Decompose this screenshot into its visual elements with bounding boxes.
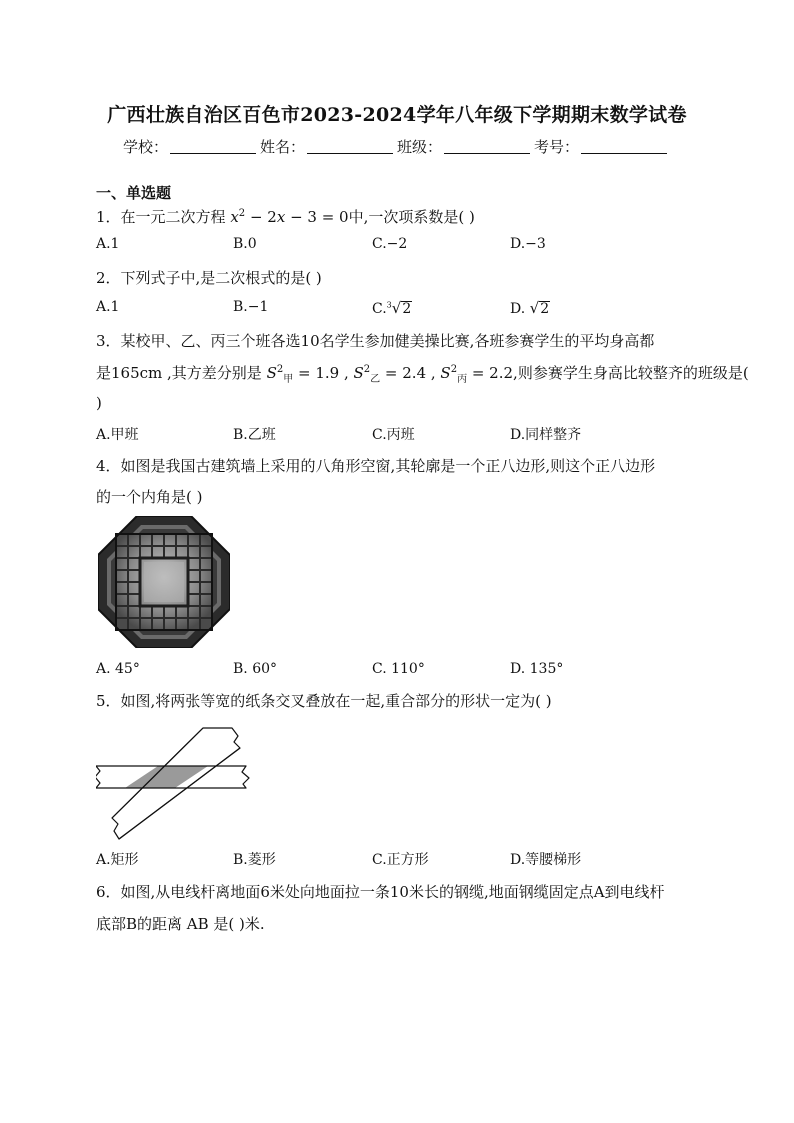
question-3-line-1: 3．某校甲、乙、丙三个班各选10名学生参加健美操比赛,各班参赛学生的平均身高都 <box>96 332 655 350</box>
student-info <box>0 136 794 157</box>
option-a[interactable]: A.1 <box>96 236 120 252</box>
page-title: 广西壮族自治区百色市2023-2024学年八年级下学期期末数学试卷 <box>107 104 687 126</box>
option-a[interactable]: A.甲班 <box>96 427 139 443</box>
option-d[interactable]: D.−3 <box>510 236 546 252</box>
question-2-options <box>96 299 656 319</box>
question-4-line-2: 的一个内角是( ) <box>96 488 203 506</box>
question-5-stem: 5．如图,将两张等宽的纸条交叉叠放在一起,重合部分的形状一定为( ) <box>96 692 552 710</box>
equation: $x^2 - 2x - 3 = 0$ <box>230 208 349 226</box>
option-d[interactable]: D.同样整齐 <box>510 427 582 443</box>
school-label: 学校： <box>122 138 168 156</box>
option-b[interactable]: B.乙班 <box>233 427 276 443</box>
option-a[interactable]: A.矩形 <box>96 852 139 868</box>
question-3-line-3: ) <box>96 394 102 412</box>
option-d[interactable]: D. √2 <box>510 299 550 317</box>
class-blank[interactable] <box>444 139 530 154</box>
option-a[interactable]: A. 45° <box>96 661 140 677</box>
question-3-options <box>96 424 656 444</box>
exam-no-label: 考号： <box>534 138 580 156</box>
option-c[interactable]: C.−2 <box>372 236 408 252</box>
octagon-window-figure <box>98 516 230 652</box>
question-6-line-2: 底部B的距离 AB 是( )米. <box>96 915 265 933</box>
option-b[interactable]: B.−1 <box>233 299 269 315</box>
variance-formula: $S^2_甲 = 1.9$ , $S^2_乙 = 2.4$ , $S^2_丙 = 2.2$ <box>266 364 514 385</box>
question-6-line-1: 6．如图,从电线杆离地面6米处向地面拉一条10米长的钢缆,地面钢缆固定点A到电线杆 <box>96 883 665 901</box>
option-b[interactable]: B.0 <box>233 236 257 252</box>
option-c[interactable]: C.$^3$√2 <box>372 299 412 317</box>
question-1-stem: 1．在一元二次方程 $x^2 - 2x - 3 = 0$中,一次项系数是( ) <box>96 208 475 226</box>
name-blank[interactable] <box>307 139 393 154</box>
option-b[interactable]: B. 60° <box>233 661 278 677</box>
class-label: 班级： <box>397 138 443 156</box>
name-label: 姓名： <box>259 138 305 156</box>
exam-no-blank[interactable] <box>581 139 667 154</box>
option-b[interactable]: B.菱形 <box>233 852 276 868</box>
option-c[interactable]: C.正方形 <box>372 852 429 868</box>
paper-strips-figure <box>96 718 256 844</box>
option-c[interactable]: C.丙班 <box>372 427 415 443</box>
school-blank[interactable] <box>170 139 256 154</box>
question-4-options <box>96 661 656 681</box>
question-1-options <box>96 236 656 256</box>
question-2-stem: 2．下列式子中,是二次根式的是( ) <box>96 269 322 287</box>
option-d[interactable]: D.等腰梯形 <box>510 852 582 868</box>
option-a[interactable]: A.1 <box>96 299 120 315</box>
question-4-line-1: 4．如图是我国古建筑墙上采用的八角形空窗,其轮廓是一个正八边形,则这个正八边形 <box>96 457 656 475</box>
option-c[interactable]: C. 110° <box>372 661 425 677</box>
question-3-line-2: 是165cm ,其方差分别是 $S^2_甲 = 1.9$ , $S^2_乙 = 2.4$ , $S^2_丙 = 2.2$,则参赛学生身高比较整齐的班级是( <box>96 364 749 385</box>
section-title: 一、单选题 <box>96 184 172 202</box>
question-5-options <box>96 849 656 869</box>
option-d[interactable]: D. 135° <box>510 661 564 677</box>
